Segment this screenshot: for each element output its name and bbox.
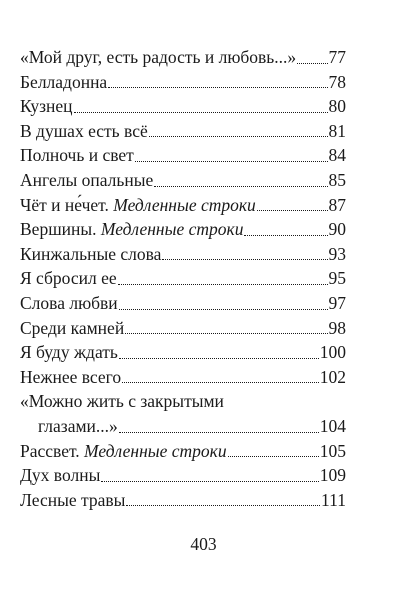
toc-entry-title: «Мой друг, есть радость и любовь...» bbox=[20, 47, 297, 68]
toc-entry-title: «Можно жить с закрытыми bbox=[20, 391, 224, 412]
dot-leader bbox=[297, 63, 327, 64]
toc-entry bbox=[20, 42, 346, 67]
toc-entry bbox=[20, 288, 346, 313]
toc-entry-title: Нежнее всего bbox=[20, 366, 122, 387]
toc-entry-title: Кинжальные слова bbox=[20, 243, 162, 264]
toc-entry bbox=[20, 239, 346, 264]
toc-entry bbox=[20, 214, 346, 239]
dot-leader bbox=[119, 358, 319, 359]
toc-entry-title: Рассвет. bbox=[20, 440, 80, 461]
toc-entry-title: Белладонна bbox=[20, 71, 108, 92]
dot-leader bbox=[119, 309, 328, 310]
toc-entry-page: 104 bbox=[319, 416, 346, 436]
dot-leader bbox=[228, 456, 319, 457]
toc-entry-page: 81 bbox=[328, 120, 346, 141]
toc-entry-page: 95 bbox=[328, 268, 346, 289]
toc-entry bbox=[20, 337, 346, 362]
toc-entry-title: Вершины. bbox=[20, 219, 97, 240]
dot-leader bbox=[101, 481, 318, 482]
dot-leader bbox=[244, 235, 327, 236]
dot-leader bbox=[149, 136, 328, 137]
toc-entry bbox=[20, 313, 346, 338]
toc-entry-title: Я сбросил ее bbox=[20, 268, 117, 289]
toc-entry-page: 102 bbox=[319, 366, 346, 387]
toc-entry-page: 87 bbox=[328, 194, 346, 215]
toc-entry-page: 93 bbox=[328, 243, 346, 264]
toc-entry bbox=[20, 165, 346, 190]
toc-entry-title: Ангелы опальные bbox=[20, 170, 154, 191]
toc-entry bbox=[20, 436, 346, 461]
toc-entry-subtitle: Медленные строки bbox=[84, 440, 227, 461]
toc-entry-page: 80 bbox=[328, 96, 346, 117]
toc-entry-page: 109 bbox=[319, 465, 346, 486]
dot-leader bbox=[162, 259, 327, 260]
dot-leader bbox=[74, 112, 328, 113]
toc-entry bbox=[20, 91, 346, 116]
toc-entry-page: 84 bbox=[328, 145, 346, 166]
toc-entry-page: 77 bbox=[328, 47, 346, 68]
dot-leader bbox=[122, 382, 319, 383]
toc-entry bbox=[20, 116, 346, 141]
toc-entry bbox=[20, 485, 346, 510]
dot-leader bbox=[125, 333, 327, 334]
dot-leader bbox=[126, 505, 320, 506]
toc-entry-title: Полночь и свет bbox=[20, 145, 134, 166]
toc-entry-subtitle: Медленные строки bbox=[113, 194, 256, 215]
dot-leader bbox=[108, 87, 327, 88]
toc-entry-page: 98 bbox=[328, 317, 346, 338]
toc-entry-title: глазами...» bbox=[38, 416, 118, 436]
toc-entry-title: Слова любви bbox=[20, 293, 118, 314]
toc-entry-subtitle: Медленные строки bbox=[100, 219, 244, 240]
dot-leader bbox=[154, 186, 327, 187]
toc-entry bbox=[20, 67, 346, 92]
dot-leader bbox=[257, 210, 328, 211]
toc-entry-page: 85 bbox=[328, 170, 346, 191]
toc-entry-page: 90 bbox=[328, 219, 346, 240]
toc-entry-title: Среди камней bbox=[20, 317, 125, 338]
toc-entry-title: В душах есть всё bbox=[20, 120, 148, 141]
toc-entry bbox=[20, 362, 346, 387]
dot-leader bbox=[135, 161, 328, 162]
toc-entry bbox=[20, 140, 346, 165]
dot-leader bbox=[119, 432, 319, 433]
toc-entry-title: Кузнец bbox=[20, 96, 73, 117]
toc-entry-title: Лесные травы bbox=[20, 489, 126, 510]
toc-entry-page: 78 bbox=[328, 71, 346, 92]
toc-entry-title: Дух волны bbox=[20, 465, 101, 486]
toc-entry-page: 105 bbox=[319, 440, 346, 461]
dot-leader bbox=[118, 284, 328, 285]
toc-entry-title: Я буду ждать bbox=[20, 342, 118, 363]
toc-entry bbox=[20, 460, 346, 485]
toc-entry bbox=[20, 386, 346, 435]
toc-entry bbox=[20, 263, 346, 288]
toc-entry-page: 111 bbox=[321, 489, 346, 510]
page-number: 403 bbox=[190, 534, 217, 554]
toc-entry bbox=[20, 190, 346, 215]
toc-entry-page: 97 bbox=[328, 293, 346, 314]
table-of-contents bbox=[20, 42, 346, 509]
toc-entry-line bbox=[20, 386, 346, 411]
toc-entry-title: Чёт и не́чет. bbox=[20, 194, 109, 215]
toc-entry-line bbox=[20, 411, 346, 436]
toc-entry-page: 100 bbox=[319, 342, 346, 363]
